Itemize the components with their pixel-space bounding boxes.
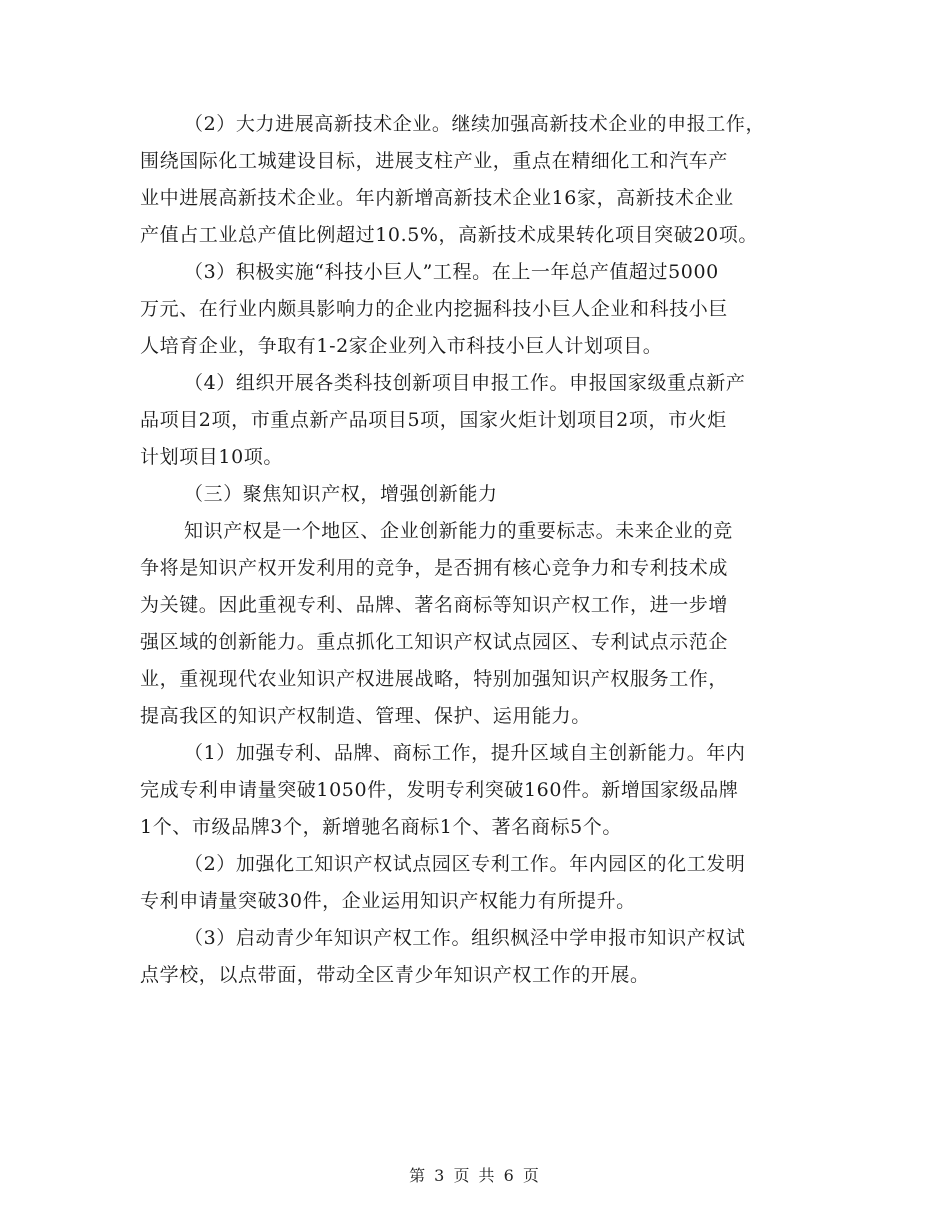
text-line: 人培育企业，争取有1-2家企业列入市科技小巨人计划项目。 <box>140 335 663 357</box>
text-line: 围绕国际化工城建设目标，进展支柱产业，重点在精细化工和汽车产 <box>140 150 729 172</box>
text-line: 完成专利申请量突破1050件，发明专利突破160件。新增国家级品牌 <box>140 779 739 801</box>
paragraph-high-tech-enterprises <box>140 106 840 254</box>
text-line: 万元、在行业内颇具影响力的企业内挖掘科技小巨人企业和科技小巨 <box>140 298 729 320</box>
text-line: 争将是知识产权开发利用的竞争，是否拥有核心竞争力和专利技术成 <box>140 557 729 579</box>
text-line: 产值占工业总产值比例超过10.5%，高新技术成果转化项目突破20项。 <box>140 224 758 246</box>
paragraph-chemical-park-patents <box>140 846 840 920</box>
text-line: （3）启动青少年知识产权工作。组织枫泾中学申报市知识产权试 <box>184 927 746 949</box>
text-line: 强区域的创新能力。重点抓化工知识产权试点园区、专利试点示范企 <box>140 631 729 653</box>
text-line: 品项目2项，市重点新产品项目5项，国家火炬计划项目2项，市火炬 <box>140 409 727 431</box>
text-line: 1个、市级品牌3个，新增驰名商标1个、著名商标5个。 <box>140 816 622 838</box>
paragraph-patents-brands <box>140 735 840 846</box>
document-body <box>140 106 840 994</box>
section-heading-text: （三）聚焦知识产权，增强创新能力 <box>184 483 498 505</box>
page-number: 第 3 页 共 6 页 <box>409 1166 541 1185</box>
text-line: 业中进展高新技术企业。年内新增高新技术企业16家，高新技术企业 <box>140 187 734 209</box>
text-line: （3）积极实施“科技小巨人”工程。在上一年总产值超过5000 <box>184 261 719 283</box>
text-line: 专利申请量突破30件，企业运用知识产权能力有所提升。 <box>140 890 636 912</box>
paragraph-project-applications <box>140 365 840 476</box>
text-line: （1）加强专利、品牌、商标工作，提升区域自主创新能力。年内 <box>184 742 746 764</box>
section-heading <box>140 476 840 513</box>
text-line: （4）组织开展各类科技创新项目申报工作。申报国家级重点新产 <box>184 372 746 394</box>
text-line: 提高我区的知识产权制造、管理、保护、运用能力。 <box>140 705 591 727</box>
text-line: 点学校，以点带面，带动全区青少年知识产权工作的开展。 <box>140 964 650 986</box>
text-line: （2）大力进展高新技术企业。继续加强高新技术企业的申报工作， <box>184 113 766 135</box>
text-line: 知识产权是一个地区、企业创新能力的重要标志。未来企业的竞 <box>184 520 733 542</box>
text-line: 计划项目10项。 <box>140 446 283 468</box>
paragraph-ip-overview <box>140 513 840 735</box>
paragraph-tech-giants <box>140 254 840 365</box>
text-line: 业，重视现代农业知识产权进展战略，特别加强知识产权服务工作， <box>140 668 729 690</box>
text-line: 为关键。因此重视专利、品牌、著名商标等知识产权工作，进一步增 <box>140 594 729 616</box>
text-line: （2）加强化工知识产权试点园区专利工作。年内园区的化工发明 <box>184 853 746 875</box>
paragraph-youth-ip <box>140 920 840 994</box>
